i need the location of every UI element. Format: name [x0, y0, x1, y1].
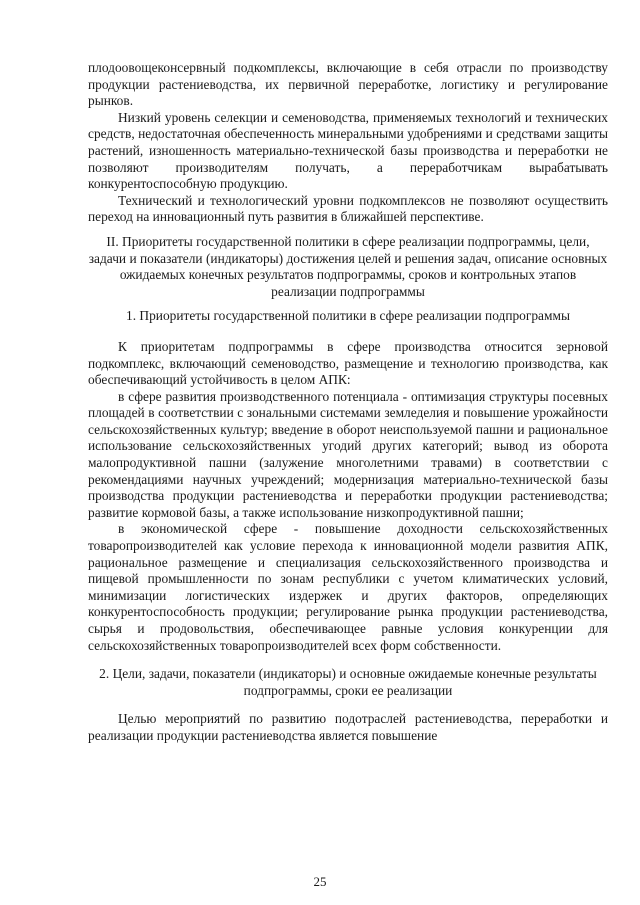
paragraph-goal: Целью мероприятий по развитию подотраслей растениеводства, переработки и реализации продукции растениеводства является повышение: [88, 711, 608, 743]
paragraph-production-potential: в сфере развития производственного потенциала - оптимизация структуры посевных площадей в соответствии с зональными системами земледелия и повышение урожайности сельскохозяйственных культур; введение в оборот неиспользуемой пашни и рациональное использование сельскохозяйственных угодий других категорий; вывод из оборота малопродуктивной пашни (залужение многолетними травами) в соответствии с рекомендациями научных учреждений; модернизация материально-технической базы производства продукции растениеводства и переработки продукции растениеводства; развитие кормовой базы, а также использование низкопродуктивной пашни;: [88, 388, 608, 520]
page-number: 25: [313, 874, 327, 889]
paragraph-tech-level: Технический и технологический уровни подкомплексов не позволяют осуществить переход на инновационный путь развития в ближайшей перспективе.: [88, 192, 608, 225]
paragraph-problems: Низкий уровень селекции и семеноводства, применяемых технологий и технических средств, недостаточная обеспеченность минеральными удобрениями и средствами защиты растений, изношенность материально-технической базы производства и переработки не позволяют производителям получать, а переработчикам вырабатывать конкурентоспособную продукцию.: [88, 109, 608, 192]
subsection-1-title: 1. Приоритеты государственной политики в сфере реализации подпрограммы: [126, 308, 570, 324]
paragraph-economic-sphere: в экономической сфере - повышение доходности сельскохозяйственных товаропроизводителей как условие перехода к инновационной модели развития АПК, рациональное размещение и специализация сельскохозяйственного производства и пищевой промышленности по зонам республики с учетом климатических условий, минимизации логистических издержек и других факторов, определяющих конкурентоспособность продукции; регулирование рынка продукции растениеводства, сырья и продовольствия, обеспечивающее равные условия конкуренции для сельскохозяйственных товаропроизводителей всех форм собственности.: [88, 521, 608, 653]
paragraph-intro-continuation: плодоовощеконсервный подкомплексы, включающие в себя отрасли по производству продукции растениеводства, их первичной переработке, логистику и регулирование рынков.: [88, 60, 608, 109]
subsection-2-title: 2. Цели, задачи, показатели (индикаторы) и основные ожидаемые конечные результаты подпрограммы, сроки ее реализации: [99, 666, 597, 698]
paragraph-priorities: К приоритетам подпрограммы в сфере производства относится зерновой подкомплекс, включающий семеноводство, размещение и технологию производства, как обеспечивающий устойчивость в целом АПК:: [88, 338, 608, 388]
section-title: II. Приоритеты государственной политики в сфере реализации подпрограммы, цели, задачи и показатели (индикаторы) достижения целей и решения задач, описание основных ожидаемых конечных результатов подпрограммы, сроков и контрольных этапов реализации подпрограммы: [88, 233, 608, 299]
